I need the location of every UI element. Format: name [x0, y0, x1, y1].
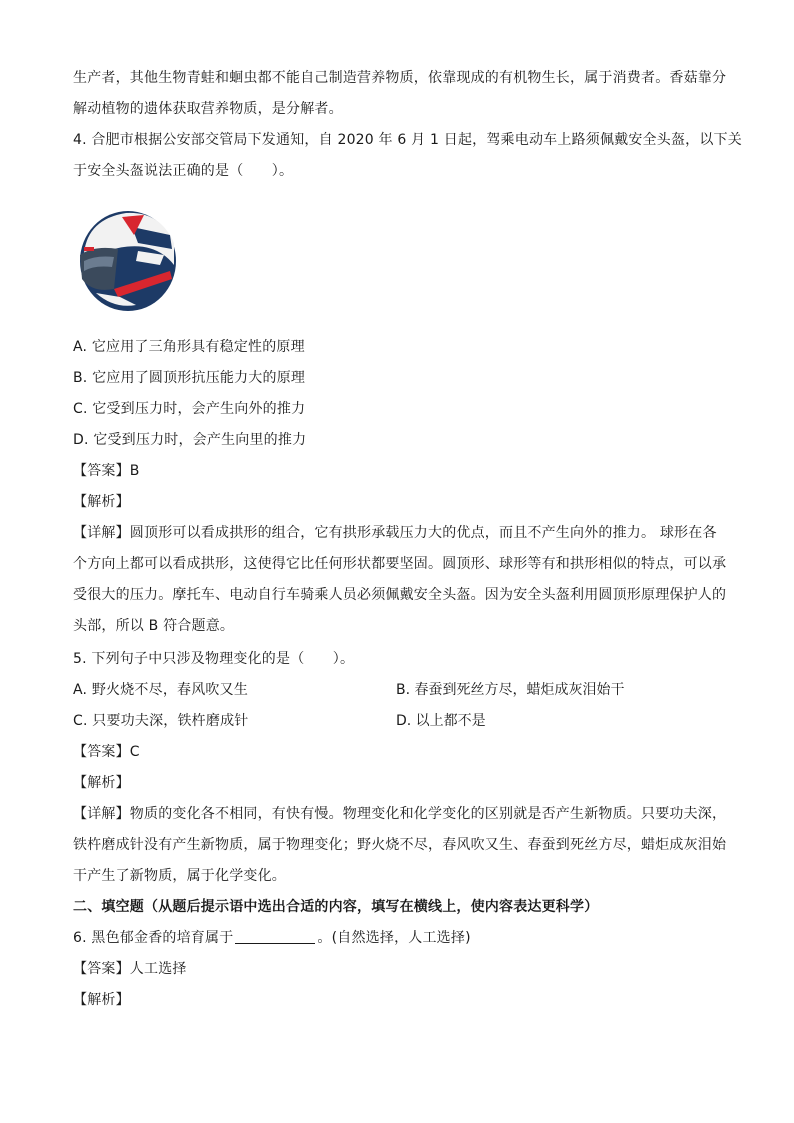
- option-b: B. 它应用了圆顶形抗压能力大的原理: [73, 370, 306, 386]
- question-4-stem: 于安全头盔说法正确的是（ ）。: [73, 163, 294, 179]
- paragraph-line: 生产者，其他生物青蛙和蛔虫都不能自己制造营养物质，依靠现成的有机物生长，属于消费者。香菇靠分: [73, 70, 727, 86]
- option-a: A. 野火烧不尽，春风吹又生: [73, 682, 249, 698]
- question-6-suffix: 。(自然选择，人工选择): [317, 930, 471, 946]
- answer-label: 【答案】人工选择: [73, 961, 187, 977]
- option-a: A. 它应用了三角形具有稳定性的原理: [73, 339, 305, 355]
- section-heading: 二、填空题（从题后提示语中选出合适的内容，填写在横线上，使内容表达更科学）: [73, 899, 599, 915]
- helmet-image: [74, 205, 178, 315]
- option-d: D. 它受到压力时，会产生向里的推力: [73, 432, 307, 448]
- analysis-label: 【解析】: [73, 992, 130, 1008]
- question-6-stem: [73, 928, 471, 948]
- fill-blank: [235, 929, 315, 944]
- detail-line: 【详解】物质的变化各不相同，有快有慢。物理变化和化学变化的区别就是否产生新物质。只要功夫深，: [73, 806, 727, 822]
- detail-line: 个方向上都可以看成拱形，这使得它比任何形状都要坚固。圆顶形、球形等有和拱形相似的特点，可以承: [73, 556, 727, 572]
- option-b: B. 春蚕到死丝方尽，蜡炬成灰泪始干: [396, 682, 625, 698]
- paragraph-line: 解动植物的遗体获取营养物质，是分解者。: [73, 101, 343, 117]
- question-4-stem: 4. 合肥市根据公安部交管局下发通知，自 2020 年 6 月 1 日起，驾乘电动车上路须佩戴安全头盔，以下关: [73, 132, 742, 148]
- detail-line: 头部，所以 B 符合题意。: [73, 618, 235, 634]
- analysis-label: 【解析】: [73, 775, 130, 791]
- answer-label: 【答案】C: [73, 744, 140, 760]
- detail-line: 铁杵磨成针没有产生新物质，属于物理变化；野火烧不尽，春风吹又生、春蚕到死丝方尽，蜡炬成灰泪始: [73, 837, 727, 853]
- option-c: C. 只要功夫深，铁杵磨成针: [73, 713, 249, 729]
- answer-label: 【答案】B: [73, 463, 140, 479]
- question-5-stem: 5. 下列句子中只涉及物理变化的是（ ）。: [73, 651, 355, 667]
- question-6-prefix: 6. 黑色郁金香的培育属于: [73, 930, 234, 946]
- detail-line: 受很大的压力。摩托车、电动自行车骑乘人员必须佩戴安全头盔。因为安全头盔利用圆顶形原理保护人的: [73, 587, 727, 603]
- detail-line: 干产生了新物质，属于化学变化。: [73, 868, 286, 884]
- option-d: D. 以上都不是: [396, 713, 486, 729]
- option-c: C. 它受到压力时，会产生向外的推力: [73, 401, 306, 417]
- detail-line: 【详解】圆顶形可以看成拱形的组合，它有拱形承载压力大的优点，而且不产生向外的推力。 球形在各: [73, 525, 717, 541]
- analysis-label: 【解析】: [73, 494, 130, 510]
